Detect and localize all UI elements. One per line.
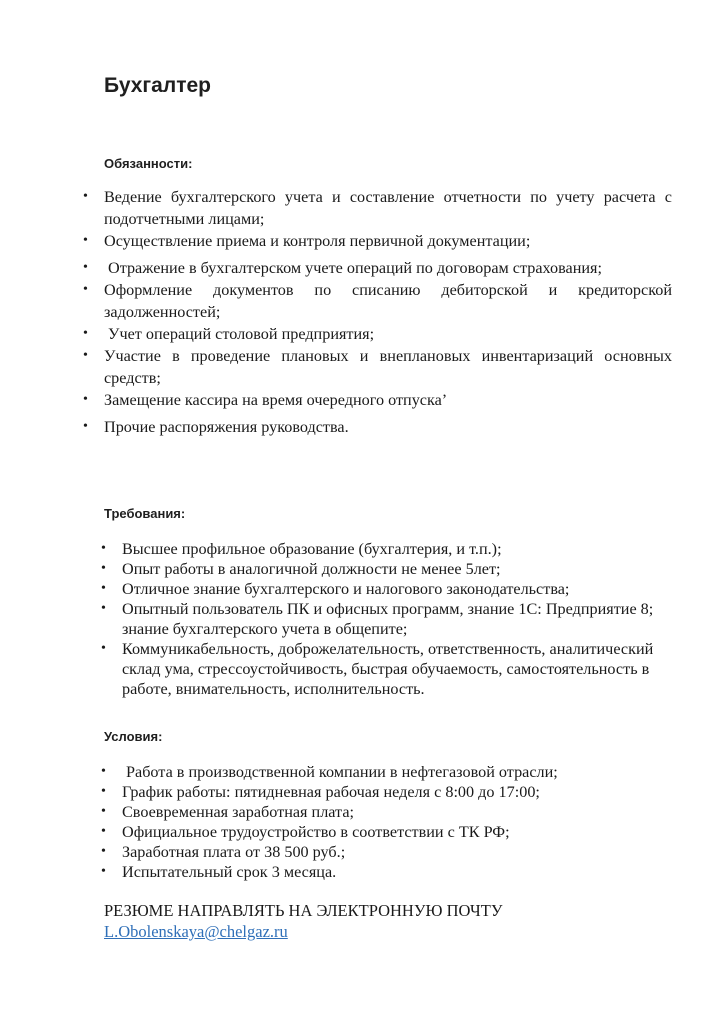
contact-block — [104, 900, 503, 942]
list-item: • Замещение кассира на время очередного отпуска’ — [60, 389, 672, 411]
list-item: • Учет операций столовой предприятия; — [60, 323, 672, 345]
list-item: • Испытательный срок 3 месяца. — [80, 862, 680, 882]
email-link[interactable]: L.Obolenskaya@chelgaz.ru — [104, 922, 288, 941]
list-item: • Опытный пользователь ПК и офисных программ, знание 1С: Предприятие 8; знание бухгалтерского учета в общепите; — [80, 599, 670, 639]
list-item: • Высшее профильное образование (бухгалтерия, и т.п.); — [80, 539, 670, 559]
duties-heading: Обязанности: — [104, 156, 193, 171]
list-item: • Работа в производственной компании в нефтегазовой отрасли; — [80, 762, 680, 782]
list-item: • Прочие распоряжения руководства. — [60, 416, 672, 438]
document-title: Бухгалтер — [104, 74, 211, 97]
list-item: • Опыт работы в аналогичной должности не менее 5лет; — [80, 559, 670, 579]
list-item: • Заработная плата от 38 500 руб.; — [80, 842, 680, 862]
requirements-heading: Требования: — [104, 506, 186, 521]
conditions-heading: Условия: — [104, 729, 163, 744]
list-item: • Участие в проведение плановых и внеплановых инвентаризаций основных средств; — [60, 345, 672, 389]
list-item: • Официальное трудоустройство в соответствии с ТК РФ; — [80, 822, 680, 842]
list-item: • Своевременная заработная плата; — [80, 802, 680, 822]
requirements-list — [80, 539, 670, 699]
resume-instruction: РЕЗЮМЕ НАПРАВЛЯТЬ НА ЭЛЕКТРОННУЮ ПОЧТУ — [104, 901, 503, 920]
list-item: • Коммуникабельность, доброжелательность, ответственность, аналитический склад ума, стрессоустойчивость, быстрая обучаемость, самостоятельность в работе, внимательность, исполнительность. — [80, 639, 670, 699]
list-item: • Оформление документов по списанию дебиторской и кредиторской задолженностей; — [60, 279, 672, 323]
list-item: • График работы: пятидневная рабочая неделя с 8:00 до 17:00; — [80, 782, 680, 802]
list-item: • Ведение бухгалтерского учета и составление отчетности по учету расчета с подотчетными лицами; — [60, 186, 672, 230]
conditions-list — [80, 762, 680, 882]
list-item: • Отражение в бухгалтерском учете операций по договорам страхования; — [60, 257, 672, 279]
list-item: • Осуществление приема и контроля первичной документации; — [60, 230, 672, 252]
list-item: • Отличное знание бухгалтерского и налогового законодательства; — [80, 579, 670, 599]
duties-list — [60, 186, 672, 438]
